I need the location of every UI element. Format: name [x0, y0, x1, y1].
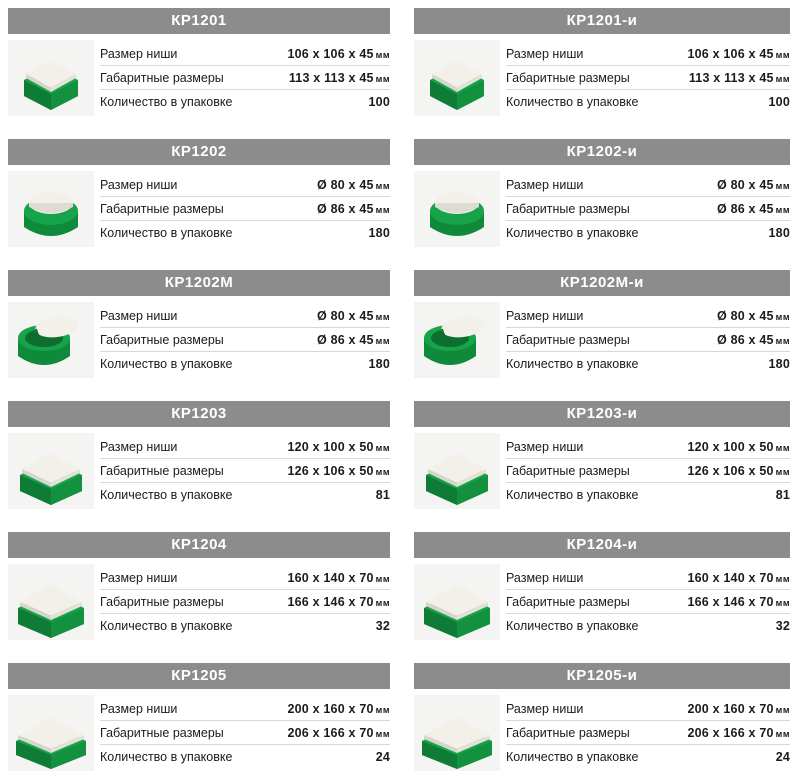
spec-list — [506, 695, 790, 769]
spec-label-qty: Количество в упаковке — [100, 488, 233, 502]
spec-value-qty: 180 — [768, 357, 790, 371]
product-body — [8, 302, 390, 378]
spec-label-overall: Габаритные размеры — [506, 333, 630, 347]
spec-label-niche: Размер ниши — [100, 309, 178, 323]
spec-value-niche: 120 x 100 x 50 мм — [687, 440, 790, 454]
spec-list — [100, 40, 390, 114]
spec-value-qty: 32 — [775, 619, 790, 633]
spec-value-niche: 200 x 160 x 70 мм — [687, 702, 790, 716]
product-card[interactable] — [0, 131, 400, 262]
product-title: КР1203 — [8, 401, 390, 427]
product-card[interactable] — [400, 0, 800, 131]
product-card[interactable] — [400, 393, 800, 524]
spec-row — [506, 197, 790, 221]
spec-label-qty: Количество в упаковке — [100, 95, 233, 109]
product-title: КР1202-и — [414, 139, 790, 165]
spec-row — [100, 221, 390, 245]
spec-value-niche: 106 x 106 x 45 мм — [687, 47, 790, 61]
spec-row — [100, 697, 390, 721]
spec-value-overall: 166 x 146 x 70 мм — [687, 595, 790, 609]
spec-value-qty: 180 — [768, 226, 790, 240]
spec-label-niche: Размер ниши — [100, 571, 178, 585]
spec-label-niche: Размер ниши — [100, 47, 178, 61]
spec-label-niche: Размер ниши — [100, 440, 178, 454]
spec-label-niche: Размер ниши — [506, 571, 584, 585]
spec-row — [100, 590, 390, 614]
spec-value-qty: 180 — [368, 357, 390, 371]
spec-value-niche: 106 x 106 x 45 мм — [287, 47, 390, 61]
spec-value-overall: 206 x 166 x 70 мм — [287, 726, 390, 740]
spec-row — [100, 721, 390, 745]
spec-label-niche: Размер ниши — [506, 47, 584, 61]
spec-label-qty: Количество в упаковке — [100, 750, 233, 764]
product-title: КР1203-и — [414, 401, 790, 427]
product-body — [414, 433, 790, 509]
spec-value-overall: Ø 86 x 45 мм — [316, 202, 390, 216]
spec-row — [100, 197, 390, 221]
product-body — [8, 40, 390, 116]
spec-row — [506, 173, 790, 197]
spec-value-overall: Ø 86 x 45 мм — [716, 333, 790, 347]
product-title: КР1202М-и — [414, 270, 790, 296]
spec-value-overall: 126 x 106 x 50 мм — [687, 464, 790, 478]
spec-label-qty: Количество в упаковке — [506, 750, 639, 764]
spec-row — [100, 435, 390, 459]
product-title: КР1202 — [8, 139, 390, 165]
spec-row — [506, 459, 790, 483]
product-title: КР1201 — [8, 8, 390, 34]
spec-value-niche: 160 x 140 x 70 мм — [287, 571, 390, 585]
spec-label-qty: Количество в упаковке — [506, 226, 639, 240]
junction-box-square-closed-icon — [414, 40, 500, 116]
spec-label-overall: Габаритные размеры — [100, 726, 224, 740]
spec-value-qty: 81 — [375, 488, 390, 502]
spec-list — [100, 171, 390, 245]
product-body — [8, 171, 390, 247]
product-card[interactable] — [0, 655, 400, 779]
spec-row — [100, 173, 390, 197]
spec-row — [506, 90, 790, 114]
spec-value-qty: 32 — [375, 619, 390, 633]
spec-label-niche: Размер ниши — [100, 178, 178, 192]
product-card[interactable] — [400, 524, 800, 655]
spec-row — [100, 328, 390, 352]
spec-value-niche: Ø 80 x 45 мм — [716, 309, 790, 323]
spec-row — [506, 42, 790, 66]
spec-row — [100, 90, 390, 114]
spec-value-overall: 113 x 113 x 45 мм — [688, 71, 790, 85]
product-title: КР1201-и — [414, 8, 790, 34]
product-title: КР1204 — [8, 532, 390, 558]
spec-label-niche: Размер ниши — [506, 309, 584, 323]
product-body — [414, 695, 790, 771]
spec-list — [100, 564, 390, 638]
spec-label-overall: Габаритные размеры — [100, 464, 224, 478]
spec-label-qty: Количество в упаковке — [100, 619, 233, 633]
spec-row — [100, 66, 390, 90]
spec-value-niche: Ø 80 x 45 мм — [316, 178, 390, 192]
spec-label-overall: Габаритные размеры — [100, 333, 224, 347]
junction-box-rect-closed-icon — [414, 564, 500, 640]
spec-row — [100, 352, 390, 376]
spec-value-overall: Ø 86 x 45 мм — [316, 333, 390, 347]
spec-label-overall: Габаритные размеры — [100, 202, 224, 216]
junction-box-round-open-lid-icon — [414, 302, 500, 378]
spec-list — [506, 171, 790, 245]
spec-label-qty: Количество в упаковке — [100, 226, 233, 240]
product-body — [8, 564, 390, 640]
product-body — [414, 302, 790, 378]
spec-value-qty: 100 — [768, 95, 790, 109]
product-body — [414, 40, 790, 116]
spec-value-niche: Ø 80 x 45 мм — [716, 178, 790, 192]
spec-row — [506, 614, 790, 638]
spec-row — [506, 745, 790, 769]
junction-box-rect-closed-icon — [414, 695, 500, 771]
junction-box-round-closed-icon — [414, 171, 500, 247]
spec-value-overall: 166 x 146 x 70 мм — [287, 595, 390, 609]
spec-row — [506, 66, 790, 90]
product-card[interactable] — [400, 655, 800, 779]
product-card[interactable] — [0, 262, 400, 393]
spec-value-niche: 160 x 140 x 70 мм — [687, 571, 790, 585]
spec-row — [100, 459, 390, 483]
spec-row — [506, 721, 790, 745]
spec-value-qty: 81 — [775, 488, 790, 502]
spec-label-overall: Габаритные размеры — [506, 595, 630, 609]
spec-list — [506, 302, 790, 376]
product-body — [414, 564, 790, 640]
product-body — [8, 433, 390, 509]
spec-value-niche: 200 x 160 x 70 мм — [287, 702, 390, 716]
spec-value-qty: 180 — [368, 226, 390, 240]
spec-list — [100, 695, 390, 769]
product-title: КР1205 — [8, 663, 390, 689]
spec-list — [100, 433, 390, 507]
product-title: КР1205-и — [414, 663, 790, 689]
spec-label-overall: Габаритные размеры — [506, 71, 630, 85]
spec-value-qty: 100 — [368, 95, 390, 109]
spec-value-niche: Ø 80 x 45 мм — [316, 309, 390, 323]
spec-label-overall: Габаритные размеры — [100, 595, 224, 609]
spec-label-overall: Габаритные размеры — [506, 202, 630, 216]
spec-row — [100, 304, 390, 328]
spec-value-overall: 113 x 113 x 45 мм — [288, 71, 390, 85]
junction-box-rect-closed-icon — [8, 433, 94, 509]
spec-label-overall: Габаритные размеры — [506, 726, 630, 740]
product-body — [414, 171, 790, 247]
spec-label-niche: Размер ниши — [506, 440, 584, 454]
spec-label-qty: Количество в упаковке — [506, 619, 639, 633]
product-card[interactable] — [400, 131, 800, 262]
spec-row — [100, 614, 390, 638]
spec-row — [506, 328, 790, 352]
spec-row — [100, 42, 390, 66]
junction-box-square-closed-icon — [8, 40, 94, 116]
junction-box-rect-closed-icon — [8, 564, 94, 640]
spec-value-qty: 24 — [775, 750, 790, 764]
spec-row — [506, 352, 790, 376]
spec-row — [506, 483, 790, 507]
junction-box-rect-closed-icon — [8, 695, 94, 771]
spec-row — [100, 483, 390, 507]
spec-label-niche: Размер ниши — [100, 702, 178, 716]
spec-label-qty: Количество в упаковке — [506, 488, 639, 502]
spec-row — [100, 566, 390, 590]
product-title: КР1204-и — [414, 532, 790, 558]
spec-value-niche: 120 x 100 x 50 мм — [287, 440, 390, 454]
spec-row — [506, 590, 790, 614]
spec-list — [506, 564, 790, 638]
spec-list — [100, 302, 390, 376]
spec-label-qty: Количество в упаковке — [506, 95, 639, 109]
spec-value-qty: 24 — [375, 750, 390, 764]
product-body — [8, 695, 390, 771]
junction-box-round-closed-icon — [8, 171, 94, 247]
spec-row — [100, 745, 390, 769]
spec-label-qty: Количество в упаковке — [506, 357, 639, 371]
product-card[interactable] — [0, 393, 400, 524]
spec-label-niche: Размер ниши — [506, 702, 584, 716]
product-title: КР1202М — [8, 270, 390, 296]
spec-value-overall: Ø 86 x 45 мм — [716, 202, 790, 216]
junction-box-round-open-lid-icon — [8, 302, 94, 378]
spec-list — [506, 40, 790, 114]
spec-value-overall: 206 x 166 x 70 мм — [687, 726, 790, 740]
spec-label-qty: Количество в упаковке — [100, 357, 233, 371]
spec-row — [506, 304, 790, 328]
product-card[interactable] — [0, 0, 400, 131]
spec-label-overall: Габаритные размеры — [100, 71, 224, 85]
spec-label-niche: Размер ниши — [506, 178, 584, 192]
spec-value-overall: 126 x 106 x 50 мм — [287, 464, 390, 478]
junction-box-rect-closed-icon — [414, 433, 500, 509]
spec-list — [506, 433, 790, 507]
product-card[interactable] — [0, 524, 400, 655]
product-card[interactable] — [400, 262, 800, 393]
spec-row — [506, 697, 790, 721]
spec-row — [506, 566, 790, 590]
spec-row — [506, 221, 790, 245]
spec-label-overall: Габаритные размеры — [506, 464, 630, 478]
spec-row — [506, 435, 790, 459]
